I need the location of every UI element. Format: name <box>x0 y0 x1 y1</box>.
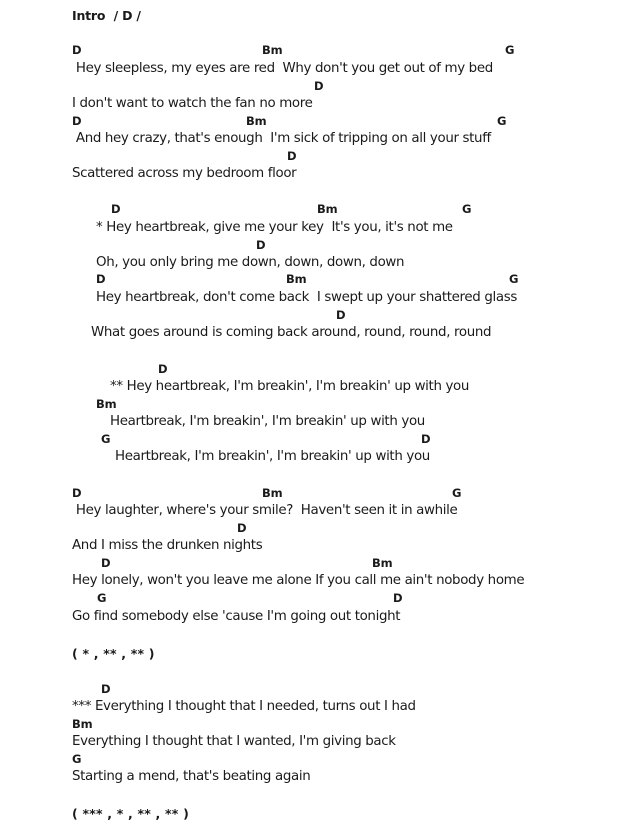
chord-label: D <box>287 149 297 163</box>
chord-label: Bm <box>286 272 307 286</box>
chord-label: D <box>314 79 324 93</box>
chord-label: G <box>97 591 107 605</box>
chord-label: G <box>505 43 515 57</box>
chord-label: D <box>158 362 168 376</box>
chord-label: D <box>336 308 346 322</box>
chord-label: G <box>462 202 472 216</box>
chord-label: D <box>393 591 403 605</box>
lyric-line: Scattered across my bedroom floor <box>72 166 297 181</box>
intro-label: Intro / D / <box>72 8 141 23</box>
repeat-marker-1: ( * , ** , ** ) <box>72 646 155 661</box>
lyric-line: I don't want to watch the fan no more <box>72 96 313 111</box>
lyric-line: Hey lonely, won't you leave me alone If you call me ain't nobody home <box>72 573 525 588</box>
chord-label: D <box>111 202 121 216</box>
chord-label: Bm <box>317 202 338 216</box>
lyric-line: Oh, you only bring me down, down, down, down <box>96 255 405 270</box>
chord-label: G <box>509 272 519 286</box>
chord-label: Bm <box>262 43 283 57</box>
chord-label: D <box>72 43 82 57</box>
lyric-line: Everything I thought that I wanted, I'm giving back <box>72 734 396 749</box>
chord-label: D <box>256 238 266 252</box>
chord-label: D <box>421 432 431 446</box>
chord-label: D <box>101 556 111 570</box>
chord-label: G <box>497 114 507 128</box>
chord-label: D <box>237 521 247 535</box>
lyric-line: *** Everything I thought that I needed, turns out I had <box>72 699 416 714</box>
chord-label: Bm <box>372 556 393 570</box>
lyric-line: Go find somebody else 'cause I'm going out tonight <box>72 609 401 624</box>
chord-label: G <box>72 752 82 766</box>
chord-label: G <box>101 432 111 446</box>
chord-label: G <box>452 486 462 500</box>
chord-label: Bm <box>246 114 267 128</box>
lyric-line: What goes around is coming back around, round, round, round <box>91 325 492 340</box>
lyric-line: Starting a mend, that's beating again <box>72 769 311 784</box>
lyric-line: Hey laughter, where's your smile? Haven't seen it in awhile <box>72 503 458 518</box>
chord-label: D <box>72 114 82 128</box>
lyric-line: ** Hey heartbreak, I'm breakin', I'm breakin' up with you <box>110 379 470 394</box>
chord-label: D <box>101 682 111 696</box>
lyric-line: Heartbreak, I'm breakin', I'm breakin' up with you <box>115 449 430 464</box>
chord-label: D <box>96 272 106 286</box>
chord-label: D <box>72 486 82 500</box>
lyric-line: Hey heartbreak, don't come back I swept up your shattered glass <box>96 290 517 305</box>
chord-label: Bm <box>262 486 283 500</box>
lyric-line: * Hey heartbreak, give me your key It's you, it's not me <box>96 220 453 235</box>
repeat-marker-2: ( *** , * , ** , ** ) <box>72 806 189 821</box>
chord-label: Bm <box>96 397 117 411</box>
lyric-line: And I miss the drunken nights <box>72 538 263 553</box>
lyric-line: And hey crazy, that's enough I'm sick of tripping on all your stuff <box>72 131 491 146</box>
lyric-line: Hey sleepless, my eyes are red Why don't you get out of my bed <box>72 61 493 76</box>
chord-label: Bm <box>72 717 93 731</box>
lyric-line: Heartbreak, I'm breakin', I'm breakin' up with you <box>110 414 425 429</box>
